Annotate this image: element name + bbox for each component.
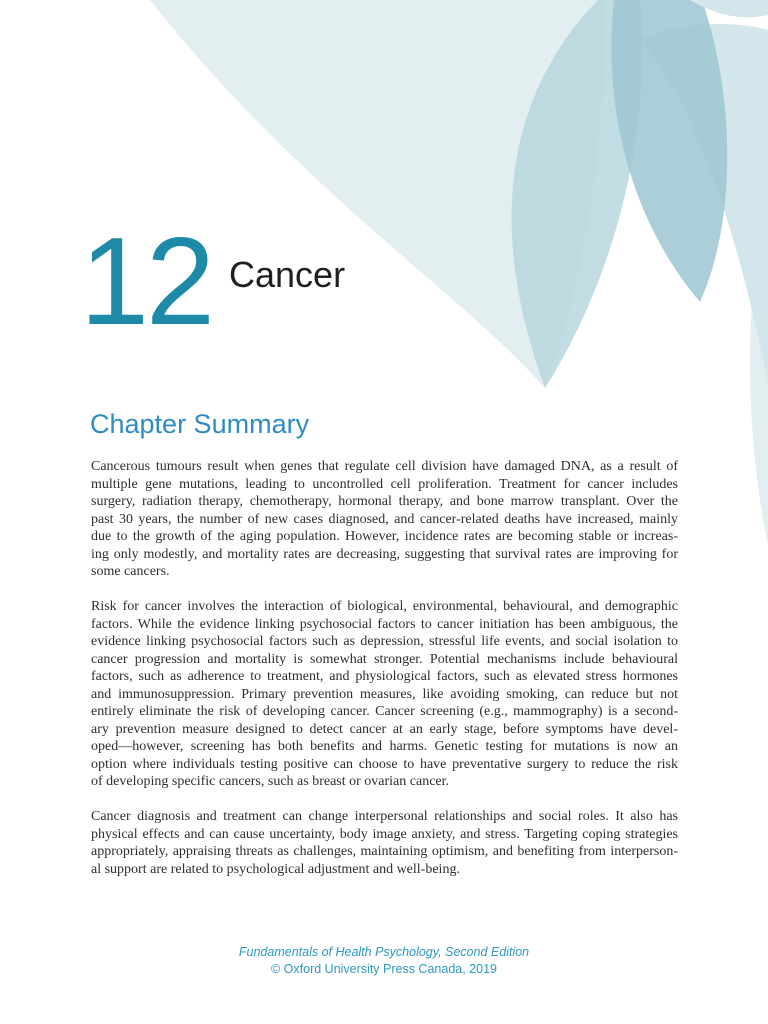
summary-line: and immunosuppression. Primary prevention measures, like avoiding smoking, can reduce but not — [91, 686, 678, 702]
summary-line: multiple gene mutations, leading to uncontrolled cell proliferation. Treatment for cancer includes — [91, 476, 678, 492]
summary-paragraph — [91, 808, 678, 878]
summary-line: physical effects and can cause uncertainty, body image anxiety, and stress. Targeting coping strategies — [91, 826, 678, 842]
page-footer — [0, 944, 768, 978]
summary-line: Risk for cancer involves the interaction of biological, environmental, behavioural, and demographic — [91, 599, 678, 614]
summary-line: surgery, radiation therapy, chemotherapy, hormonal therapy, and bone marrow transplant. Over the — [91, 494, 678, 509]
summary-paragraph — [91, 458, 678, 581]
footer-copyright: © Oxford University Press Canada, 2019 — [271, 962, 497, 976]
summary-line: factors, such as adherence to treatment, and physiological factors, such as elevated stress hormones — [91, 669, 678, 684]
summary-heading: Chapter Summary — [90, 409, 310, 439]
summary-line: al support are related to psychological adjustment and well-being. — [91, 861, 460, 877]
summary-line: oped—however, screening has both benefits and harms. Genetic testing for mutations is now an — [91, 739, 678, 754]
summary-line: appropriately, appraising threats as challenges, maintaining optimism, and benefiting from interperson- — [91, 844, 678, 859]
chapter-title: Cancer — [229, 254, 346, 295]
summary-line: ing only modestly, and mortality rates are decreasing, suggesting that survival rates are improving for — [91, 546, 678, 562]
summary-line: some cancers. — [91, 564, 170, 579]
petal-dark — [611, 0, 727, 302]
summary-line: entirely eliminate the risk of developing cancer. Cancer screening (e.g., mammography) is a second- — [91, 704, 678, 719]
summary-paragraph — [91, 598, 678, 791]
summary-line: evidence linking psychosocial factors such as depression, stressful life events, and social isolation to — [91, 634, 678, 649]
summary-line: due to the growth of the aging population. However, incidence rates are becoming stable or increas- — [91, 529, 678, 544]
summary-line: Cancer diagnosis and treatment can change interpersonal relationships and social roles. It also has — [91, 809, 678, 824]
summary-line: past 30 years, the number of new cases diagnosed, and cancer-related deaths have increased, mainly — [91, 511, 678, 527]
chapter-number: 12 — [80, 213, 212, 351]
summary-line: factors. While the evidence linking psychosocial factors to cancer initiation has been ambiguous, the — [91, 616, 678, 632]
summary-line: cancer progression and mortality is somewhat stronger. Potential mechanisms include behavioural — [91, 651, 678, 667]
summary-line: of developing specific cancers, such as breast or ovarian cancer. — [91, 774, 450, 789]
summary-body — [91, 458, 678, 896]
summary-line: option where individuals testing positive can choose to have preventative surgery to reduce the risk — [91, 756, 678, 772]
footer-book-title: Fundamentals of Health Psychology, Second Edition — [238, 945, 530, 959]
summary-line: Cancerous tumours result when genes that regulate cell division have damaged DNA, as a result of — [91, 459, 678, 474]
summary-line: ary prevention measure designed to detect cancer at an early stage, before symptoms have devel- — [91, 721, 678, 737]
